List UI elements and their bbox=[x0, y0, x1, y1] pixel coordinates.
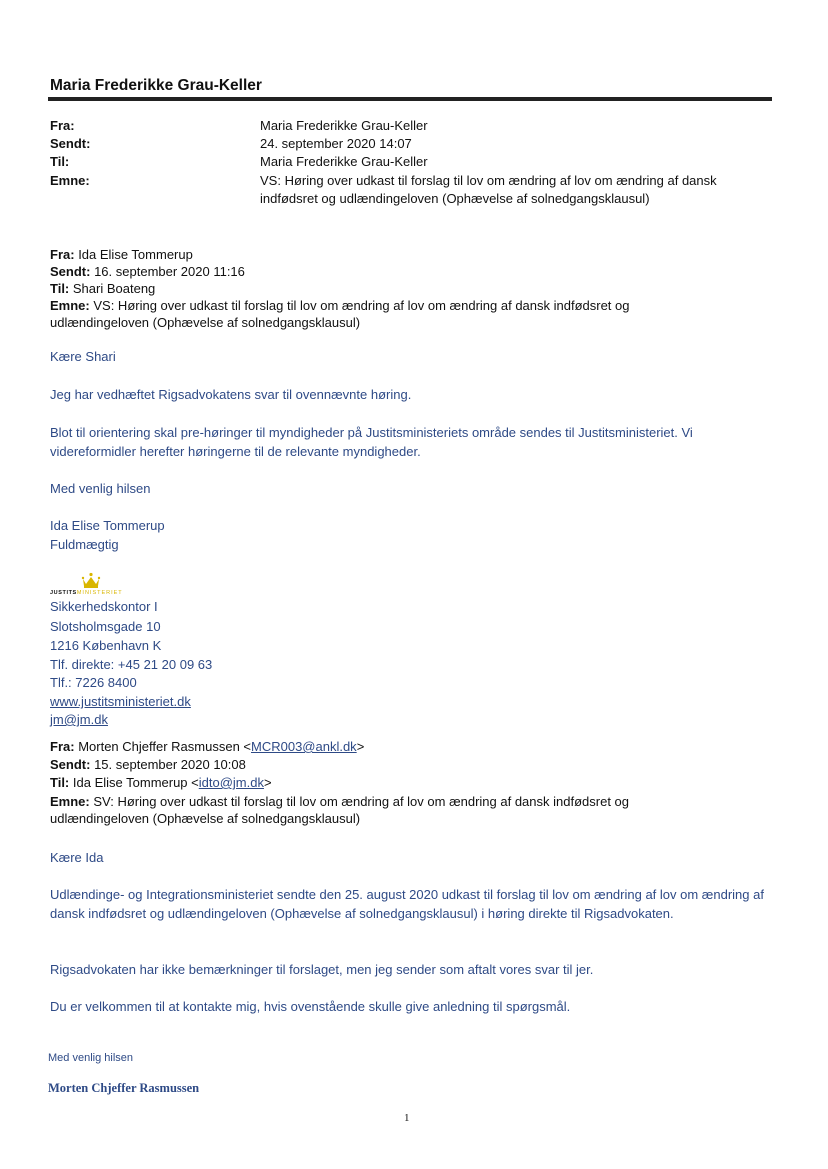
logo-word-2: MINISTERIET bbox=[76, 590, 123, 596]
header-from-value: Maria Frederikke Grau-Keller bbox=[260, 118, 428, 133]
fwd2-to-line bbox=[50, 774, 750, 791]
fwd2-sent-value: 15. september 2020 10:08 bbox=[94, 757, 246, 772]
header-subject-label: Emne: bbox=[50, 173, 90, 188]
fwd2-greeting: Kære Ida bbox=[50, 850, 104, 865]
document-title: Maria Frederikke Grau-Keller bbox=[50, 77, 262, 94]
fwd1-paragraph-2: Blot til orientering skal pre-høringer til myndigheder på Justitsministeriets område sendes til Justitsministeriet. Vi videreformidler herefter høringerne til de relevante myndigheder. bbox=[50, 425, 693, 459]
fwd1-paragraph-1: Jeg har vedhæftet Rigsadvokatens svar til ovennævnte høring. bbox=[50, 387, 412, 402]
fwd1-to-value: Shari Boateng bbox=[72, 281, 156, 296]
header-subject-value: VS: Høring over udkast til forslag til lov om ændring af lov om ændring af dansk indfødsret og udlændingeloven (Ophævelse af solnedgangsklausul) bbox=[260, 173, 717, 206]
fwd1-from-value: Ida Elise Tommerup bbox=[78, 247, 193, 262]
fwd2-signature-name: Morten Chjeffer Rasmussen bbox=[48, 1081, 200, 1095]
header-to-value: Maria Frederikke Grau-Keller bbox=[260, 154, 428, 169]
fwd2-paragraph-2: Rigsadvokaten har ikke bemærkninger til forslaget, men jeg sender som aftalt vores svar til jer. bbox=[50, 962, 594, 977]
fwd2-paragraph-3: Du er velkommen til at kontakte mig, hvis ovenstående skulle give anledning til spørgsmål. bbox=[50, 999, 571, 1014]
fwd1-from-line bbox=[50, 246, 750, 263]
fwd2-from-email-link[interactable]: MCR003@ankl.dk bbox=[251, 739, 357, 754]
fwd2-subject-line bbox=[50, 793, 690, 827]
fwd2-subject-value: SV: Høring over udkast til forslag til lov om ændring af lov om ændring af dansk indfødsret og udlændingeloven (Ophævelse af solnedgangsklausul) bbox=[50, 794, 630, 826]
sig-email-line bbox=[50, 711, 108, 730]
fwd2-to-suffix: > bbox=[263, 775, 272, 790]
fwd1-greeting: Kære Shari bbox=[50, 349, 116, 364]
fwd1-sent-value: 16. september 2020 11:16 bbox=[94, 264, 245, 279]
crown-icon bbox=[80, 571, 102, 589]
fwd1-sent-line bbox=[50, 263, 750, 280]
email-link[interactable]: jm@jm.dk bbox=[50, 712, 108, 727]
fwd2-to-email-link[interactable]: idto@jm.dk bbox=[198, 775, 264, 790]
header-sent-label: Sendt: bbox=[50, 136, 91, 151]
header-from-label: Fra: bbox=[50, 118, 75, 133]
fwd2-from-name: Morten Chjeffer Rasmussen < bbox=[78, 739, 251, 754]
sig-office: Sikkerhedskontor I bbox=[50, 599, 158, 614]
fwd1-from-label: Fra: bbox=[50, 247, 75, 262]
header-to-label: Til: bbox=[50, 154, 70, 169]
sig-phone: Tlf.: 7226 8400 bbox=[50, 675, 137, 690]
header-sent-value: 24. september 2020 14:07 bbox=[260, 136, 412, 151]
fwd1-sent-label: Sendt: bbox=[50, 264, 91, 279]
fwd1-subject-label: Emne: bbox=[50, 298, 90, 313]
fwd2-from-suffix: > bbox=[356, 739, 365, 754]
logo-word-1: JUSTITS bbox=[50, 590, 77, 596]
ministry-logo-text bbox=[50, 590, 123, 596]
fwd1-closing: Med venlig hilsen bbox=[50, 481, 151, 496]
title-divider bbox=[48, 97, 772, 101]
website-link[interactable]: www.justitsministeriet.dk bbox=[50, 694, 191, 709]
fwd1-signature-name: Ida Elise Tommerup bbox=[50, 518, 165, 533]
fwd2-from-line bbox=[50, 738, 750, 755]
sig-phone-direct: Tlf. direkte: +45 21 20 09 63 bbox=[50, 657, 213, 672]
sig-website-line bbox=[50, 693, 191, 712]
sig-city: 1216 København K bbox=[50, 638, 162, 653]
fwd1-signature-title: Fuldmægtig bbox=[50, 537, 119, 552]
fwd1-subject-value: VS: Høring over udkast til forslag til lov om ændring af lov om ændring af dansk indfødsret og udlændingeloven (Ophævelse af solnedgangsklausul) bbox=[50, 298, 630, 330]
fwd1-to-label: Til: bbox=[50, 281, 70, 296]
sig-street: Slotsholmsgade 10 bbox=[50, 619, 161, 634]
fwd2-sent-label: Sendt: bbox=[50, 757, 91, 772]
fwd2-from-label: Fra: bbox=[50, 739, 75, 754]
fwd2-to-label: Til: bbox=[50, 775, 70, 790]
fwd2-paragraph-1: Udlændinge- og Integrationsministeriet sendte den 25. august 2020 udkast til forslag til lov om ændring af lov om ændring af dansk indfødsret og udlændingeloven (Ophævelse af solnedgangsklausul) i høring direkte til Rigsadvokaten. bbox=[50, 887, 764, 921]
fwd2-to-name: Ida Elise Tommerup < bbox=[72, 775, 199, 790]
fwd2-sent-line bbox=[50, 756, 750, 773]
page-number: 1 bbox=[404, 1112, 410, 1124]
fwd2-subject-label: Emne: bbox=[50, 794, 90, 809]
fwd2-closing: Med venlig hilsen bbox=[48, 1052, 133, 1064]
fwd1-to-line bbox=[50, 280, 750, 297]
fwd1-subject-line bbox=[50, 297, 690, 331]
